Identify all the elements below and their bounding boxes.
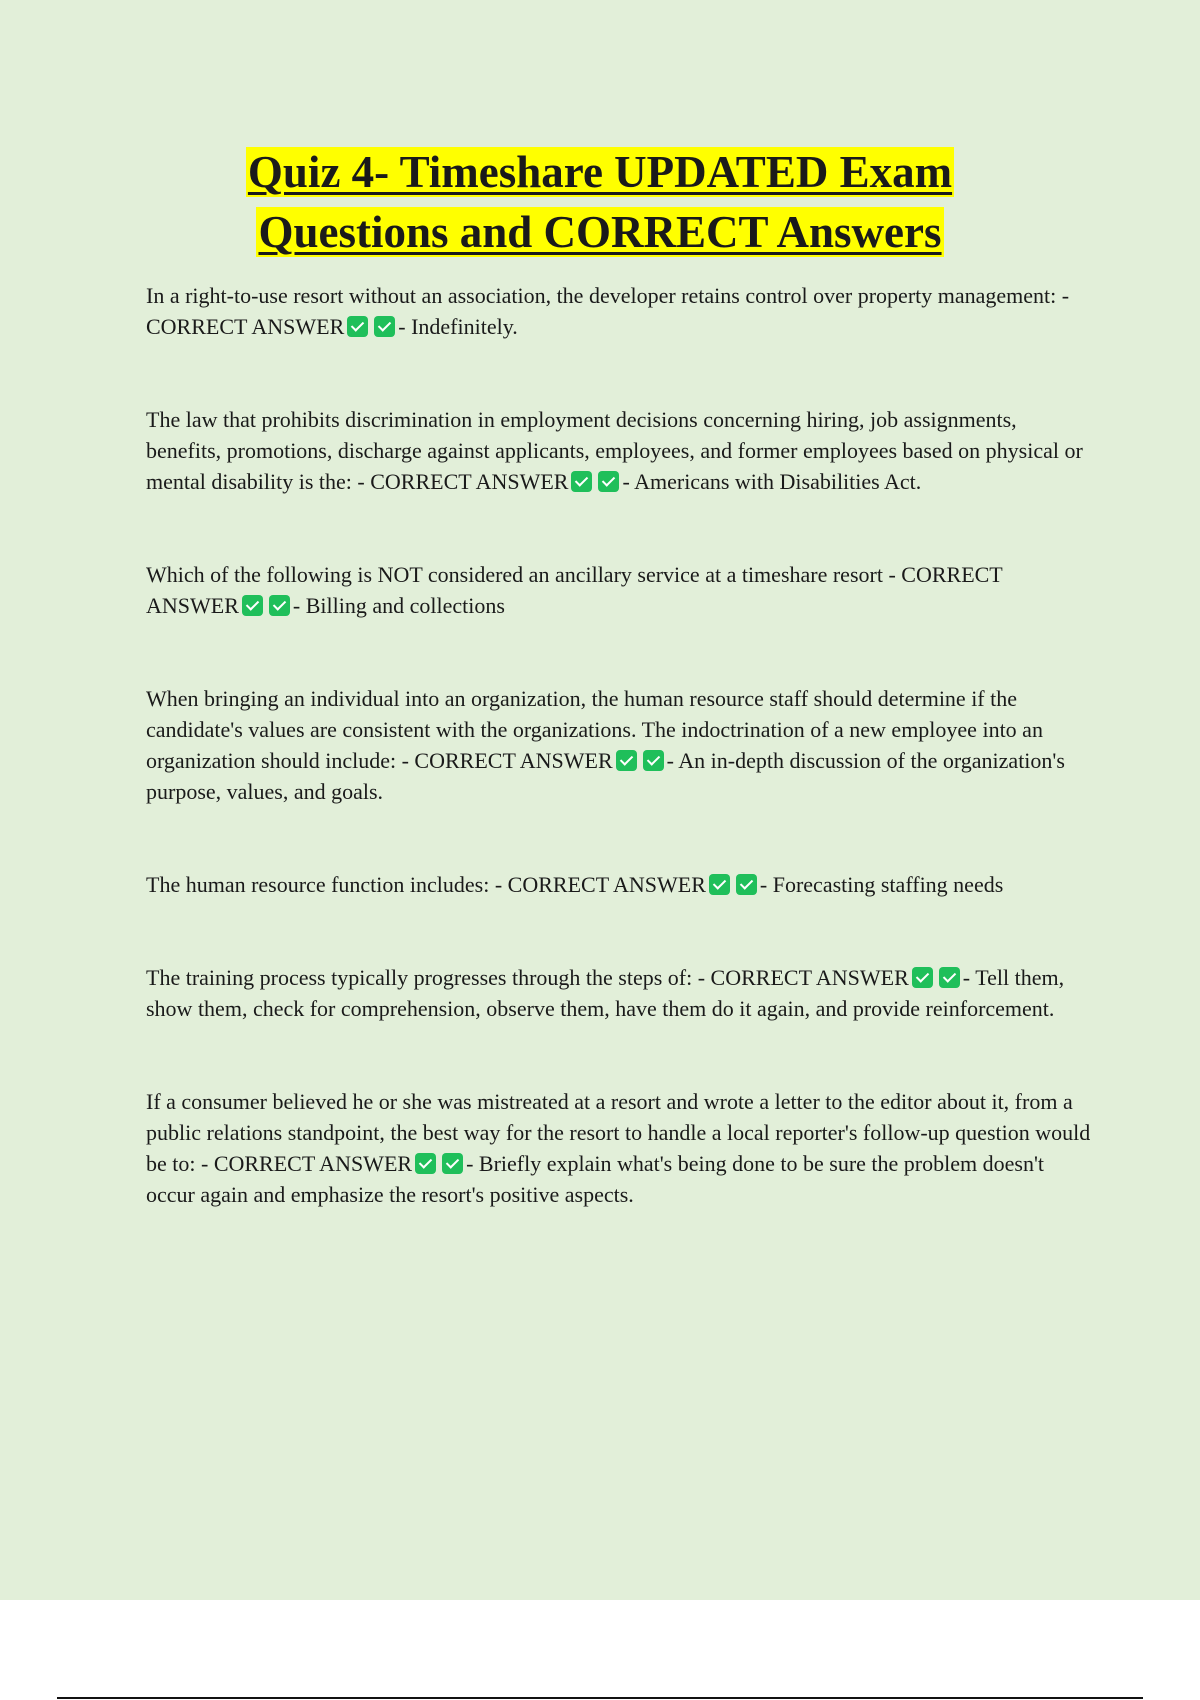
answer-text: - Billing and collections [292,593,505,618]
qa-item [146,962,1096,1024]
qa-item [146,869,1096,900]
answer-text: - Tell them, show them, check for comprehension, observe them, have them do it again, and provide reinforcement. [146,965,1065,1021]
answer-text: - An in-depth discussion of the organization's purpose, values, and goals. [146,748,1065,804]
qa-item [146,280,1096,342]
answer-text: - Forecasting staffing needs [759,872,1004,897]
check-mark-icon [347,316,368,337]
question-text: The law that prohibits discrimination in employment decisions concerning hiring, job assignments, benefits, promotions, discharge against applicants, employees, and former employees based on physical or mental disability is the: [146,407,1083,494]
question-text: In a right-to-use resort without an association, the developer retains control over property management: [146,283,1057,308]
document-title [100,142,1100,262]
check-mark-icon [643,750,664,771]
correct-answer-marker: - CORRECT ANSWER [697,965,909,990]
question-text: The human resource function includes: [146,872,490,897]
qa-item [146,1086,1096,1210]
qa-item [146,559,1096,621]
check-mark-icon [598,471,619,492]
correct-answer-marker: - CORRECT ANSWER [401,748,613,773]
check-mark-icon [736,874,757,895]
footer-rule [57,1697,1143,1699]
question-text: The training process typically progresses through the steps of: [146,965,693,990]
check-mark-icon [269,595,290,616]
correct-answer-marker: - CORRECT ANSWER [201,1151,413,1176]
correct-answer-marker: - CORRECT ANSWER [146,562,1003,618]
check-mark-icon [709,874,730,895]
qa-item [146,404,1096,497]
check-mark-icon [242,595,263,616]
correct-answer-marker: - CORRECT ANSWER [146,283,1070,339]
check-mark-icon [571,471,592,492]
title-line-2: Questions and CORRECT Answers [258,207,942,257]
check-mark-icon [939,967,960,988]
title-line-1: Quiz 4- Timeshare UPDATED Exam [247,147,953,197]
question-text: Which of the following is NOT considered an ancillary service at a timeshare resort [146,562,883,587]
correct-answer-marker: - CORRECT ANSWER [494,872,706,897]
check-mark-icon [374,316,395,337]
check-mark-icon [616,750,637,771]
check-mark-icon [912,967,933,988]
check-mark-icon [442,1153,463,1174]
answer-text: - Briefly explain what's being done to be sure the problem doesn't occur again and emphasize the resort's positive aspects. [146,1151,1045,1207]
correct-answer-marker: - CORRECT ANSWER [357,469,569,494]
qa-item [146,683,1096,807]
check-mark-icon [415,1153,436,1174]
answer-text: - Americans with Disabilities Act. [622,469,922,494]
answer-text: - Indefinitely. [398,314,518,339]
question-text: If a consumer believed he or she was mistreated at a resort and wrote a letter to the editor about it, from a public relations standpoint, the best way for the resort to handle a local reporter's follow-up question would be to: [146,1089,1091,1176]
question-text: When bringing an individual into an organization, the human resource staff should determine if the candidate's values are consistent with the organizations. The indoctrination of a new employee into an organization should include: [146,686,1043,773]
qa-list [146,280,1096,1210]
